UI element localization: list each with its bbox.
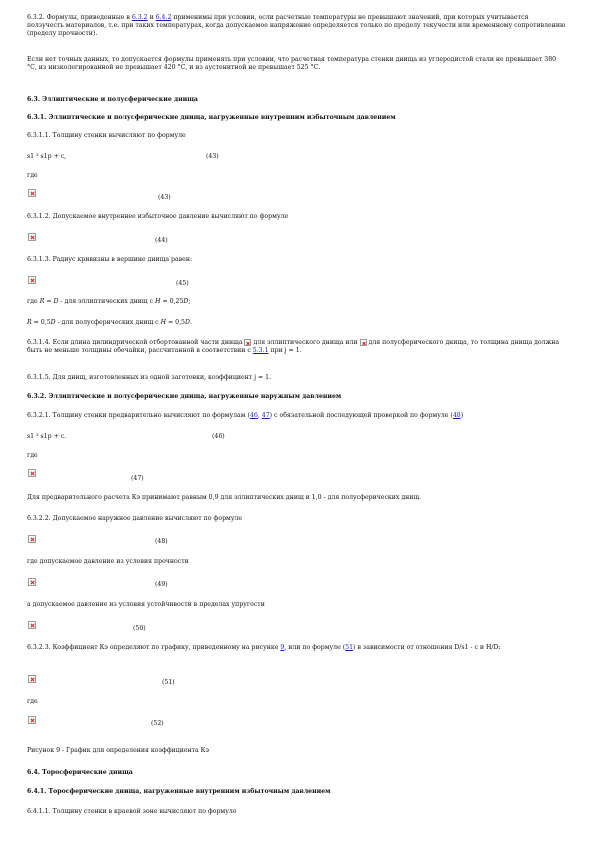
link-46[interactable]: 46	[249, 412, 258, 419]
text: применимы при условии, если расчетные температуры не превышают значений, при которых	[173, 14, 485, 21]
broken-image-icon	[28, 535, 36, 543]
paragraph-6-3-1-2: 6.3.1.2. Допускаемое внутреннее избыточное давление вычисляют по формуле	[27, 213, 289, 220]
equation-number-49: (49)	[155, 581, 168, 588]
figure-9-caption: Рисунок 9 - График для определения коэффициента Кэ	[27, 747, 209, 754]
text: текучести или временному сопротивлению (пределу прочности).	[27, 22, 566, 37]
link-6-3-2[interactable]: 6.3.2	[131, 14, 148, 21]
link-51[interactable]: 51	[345, 644, 354, 651]
equation-number-47: (47)	[131, 475, 144, 482]
paragraph-6-3-2-2: 6.3.2.2. Допускаемое наружное давление вычисляют по формуле	[27, 515, 243, 522]
broken-image-icon	[28, 189, 36, 197]
clause-number: 6.3.2.	[27, 14, 45, 21]
radius-spherical-line: R = 0,5D - для полусферических днищ с H = 0,5D.	[27, 319, 192, 326]
label-where: где	[27, 172, 38, 179]
equation-number-43: (43)	[206, 153, 219, 160]
link-5-3-1[interactable]: 5.3.1	[252, 347, 269, 354]
heading-6-3-1: 6.3.1. Эллиптические и полусферические днища, нагруженные внутренним избыточным давлением	[27, 114, 396, 121]
broken-image-icon	[28, 276, 36, 284]
paragraph-ke: Для предварительного расчета Кэ принимают равным 0,9 для эллиптических днищ и 1,0 - для полусферических днищ.	[27, 494, 422, 501]
heading-6-3-2: 6.3.2. Эллиптические и полусферические днища, нагруженные наружным давлением	[27, 393, 342, 400]
paragraph-6-3-2-3: 6.3.2.3. Коэффициент Кэ определяют по графику, приведенному на рисунке 9, или по формуле (51) в зависимости от отношения D/s1 - с и H/D:	[27, 644, 501, 651]
paragraph-6-3-1-3: 6.3.1.3. Радиус кривизны в вершине днища равен:	[27, 256, 193, 263]
broken-image-icon	[28, 675, 36, 683]
paragraph-6-3-1-5: 6.3.1.5. Для днищ, изготовленных из одной заготовки, коэффициент j = 1.	[27, 374, 272, 381]
broken-image-icon	[28, 578, 36, 586]
broken-image-icon	[244, 339, 251, 346]
paragraph-stability: а допускаемое давление из условия устойчивости в пределах упругости	[27, 601, 265, 608]
equation-number-50: (50)	[133, 625, 146, 632]
link-figure-9[interactable]: 9	[280, 644, 285, 651]
heading-6-4: 6.4. Торосферические днища	[27, 769, 133, 776]
broken-image-icon	[28, 233, 36, 241]
formula-43-text: s1 ³ s1p + c,	[27, 153, 67, 160]
equation-number-46: (46)	[212, 433, 225, 440]
equation-number-52: (52)	[151, 720, 164, 727]
label-where: где	[27, 698, 38, 705]
link-48[interactable]: 48	[452, 412, 461, 419]
text: Формулы, приведенные в	[46, 14, 130, 21]
paragraph-6-3-1-1: 6.3.1.1. Толщину стенки вычисляют по формуле	[27, 132, 186, 139]
paragraph-no-data	[27, 56, 567, 72]
paragraph-strength: где допускаемое давление из условия прочности	[27, 558, 189, 565]
text: стали не превышает 380 °С, из низколегированной не превышает 420 °С, и из аустенитной не превышает 525 °С.	[27, 56, 557, 71]
paragraph-6-3-1-4: 6.3.1.4. Если длина цилиндрической отбортованной части днища для эллиптического днища или для полусферического днища, то толщина днища должна быть не меньше толщины обечайки, рассчитанной в соответствии с 5.3.1 при j = 1.	[27, 339, 560, 354]
equation-number-51: (51)	[162, 679, 175, 686]
equation-number-45: (45)	[176, 280, 189, 287]
broken-image-icon	[28, 469, 36, 477]
heading-6-4-1: 6.4.1. Торосферические днища, нагруженные внутренним избыточным давлением	[27, 788, 331, 795]
text: Если нет точных данных, то допускается формулы применять при условии, что расчетная температура стенки днища из углеродистой	[27, 56, 474, 63]
text: и	[149, 14, 154, 21]
label-where: где	[27, 452, 38, 459]
heading-6-3: 6.3. Эллиптические и полусферические днища	[27, 96, 198, 103]
radius-elliptical-line: где R = D - для эллиптических днищ с H = 0,25D;	[27, 298, 191, 305]
paragraph-6-4-1-1: 6.4.1.1. Толщину стенки в краевой зоне вычисляют по формуле	[27, 808, 237, 815]
link-6-4-2[interactable]: 6.4.2	[155, 14, 172, 21]
equation-number-48: (48)	[155, 538, 168, 545]
broken-image-icon	[360, 339, 367, 346]
formula-46-text: s1 ³ s1p + c.	[27, 433, 67, 440]
equation-number-43b: (43)	[158, 194, 171, 201]
paragraph-6-3-2	[27, 14, 567, 38]
text: учитывается ползучесть материалов, т.е. при таких температурах, когда допускаемое напряжение определяется только по пределу	[27, 14, 529, 29]
broken-image-icon	[28, 716, 36, 724]
paragraph-6-3-2-1: 6.3.2.1. Толщину стенки предварительно вычисляют по формулам (46, 47) с обязательной последующей проверкой по формуле (48)	[27, 412, 464, 419]
link-47[interactable]: 47	[261, 412, 270, 419]
equation-number-44: (44)	[155, 237, 168, 244]
broken-image-icon	[28, 621, 36, 629]
